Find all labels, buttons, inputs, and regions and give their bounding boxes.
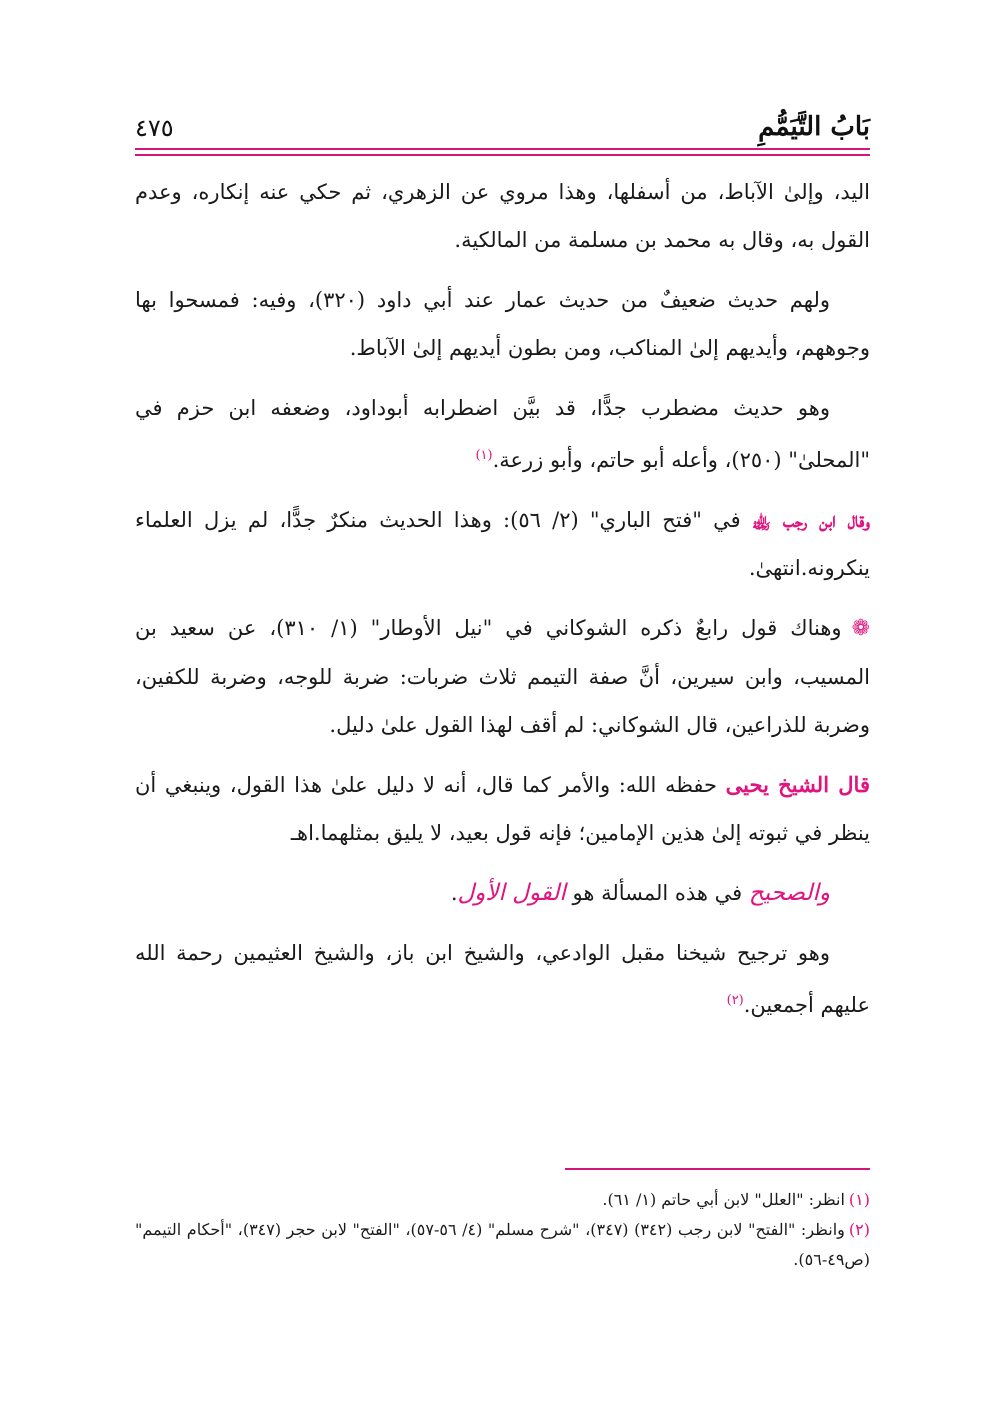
paragraph-7-end: . bbox=[450, 881, 458, 905]
footnote-2-mark: (٢) bbox=[848, 1220, 870, 1239]
footnote-2-text: وانظر: "الفتح" لابن رجب (٣٤٢) (٣٤٧)، "شرح مسلم" (٤/ ٥٦-٥٧)، "الفتح" لابن حجر (٣٤٧)، "أحكام التيمم" (ص٤٩-٥٦). bbox=[135, 1220, 870, 1269]
paragraph-4-text: في "فتح الباري" (٢/ ٥٦): وهذا الحديث منكرٌ جدًّا، لم يزل العلماء ينكرونه.انتهىٰ. bbox=[135, 508, 870, 580]
paragraph-7-mid: في هذه المسألة هو bbox=[565, 881, 749, 905]
paragraph-3 bbox=[135, 384, 870, 484]
footnote-1-mark: (١) bbox=[848, 1190, 870, 1209]
footnotes bbox=[135, 1185, 870, 1275]
chapter-title: بَابُ التَّيَمُّمِ bbox=[758, 112, 870, 142]
paragraph-4 bbox=[135, 496, 870, 592]
footnote-2 bbox=[135, 1215, 870, 1275]
paragraph-1: اليد، وإلىٰ الآباط، من أسفلها، وهذا مروي عن الزهري، ثم حكي عنه إنكاره، وعدم القول به، وقال به محمد بن مسلمة من المالكية. bbox=[135, 180, 870, 252]
footnote-ref-1[interactable]: (١) bbox=[475, 448, 493, 463]
correct-view-label: والصحيح bbox=[748, 880, 830, 906]
page-number: ٤٧٥ bbox=[135, 114, 174, 142]
paragraph-3-text: وهو حديث مضطرب جدًّا، قد بيَّن اضطرابه أبوداود، وضعفه ابن حزم في "المحلىٰ" (٢٥٠)، وأعله أبو حاتم، وأبو زرعة. bbox=[135, 396, 870, 472]
footnote-1 bbox=[135, 1185, 870, 1215]
first-opinion-label: القول الأول bbox=[457, 880, 566, 906]
flower-ornament-icon: ❁ bbox=[851, 616, 870, 641]
paragraph-6-text: حفظه الله: والأمر كما قال، أنه لا دليل علىٰ هذا القول، وينبغي أن ينظر في ثبوته إلىٰ هذين الإمامين؛ فإنه قول بعيد، لا يليق بمثلهما.اهـ bbox=[135, 773, 870, 845]
footnote-1-text: انظر: "العلل" لابن أبي حاتم (١/ ٦١). bbox=[602, 1190, 845, 1209]
paragraph-5 bbox=[135, 604, 870, 749]
paragraph-8-text: وهو ترجيح شيخنا مقبل الوادعي، والشيخ ابن باز، والشيخ العثيمين رحمة الله عليهم أجمعين. bbox=[135, 941, 870, 1017]
header-rule-top bbox=[135, 148, 870, 150]
page-header bbox=[135, 110, 870, 150]
paragraph-5-text: وهناك قول رابعٌ ذكره الشوكاني في "نيل الأوطار" (١/ ٣١٠)، عن سعيد بن المسيب، وابن سيرين، أنَّ صفة التيمم ثلاث ضربات: ضربة للوجه، وضربة للكفين، وضربة للذراعين، قال الشوكاني: لم أقف لهذا القول علىٰ دليل. bbox=[135, 616, 870, 737]
paragraph-8 bbox=[135, 929, 870, 1029]
paragraph-6 bbox=[135, 761, 870, 857]
paragraph-7 bbox=[135, 869, 870, 917]
paragraph-2: ولهم حديث ضعيفٌ من حديث عمار عند أبي داود (٣٢٠)، وفيه: فمسحوا بها وجوههم، وأيديهم إلىٰ المناكب، ومن بطون أيديهم إلىٰ الآباط. bbox=[135, 288, 870, 360]
ibn-rajab-lead: وقال ابن رجب ﵀ bbox=[751, 507, 870, 532]
page-body bbox=[135, 168, 870, 1041]
footnote-separator bbox=[565, 1168, 870, 1170]
footnote-ref-2[interactable]: (٢) bbox=[726, 993, 744, 1008]
shaykh-yahya-lead: قال الشيخ يحيى bbox=[725, 772, 870, 797]
header-rule-bottom bbox=[135, 154, 870, 156]
